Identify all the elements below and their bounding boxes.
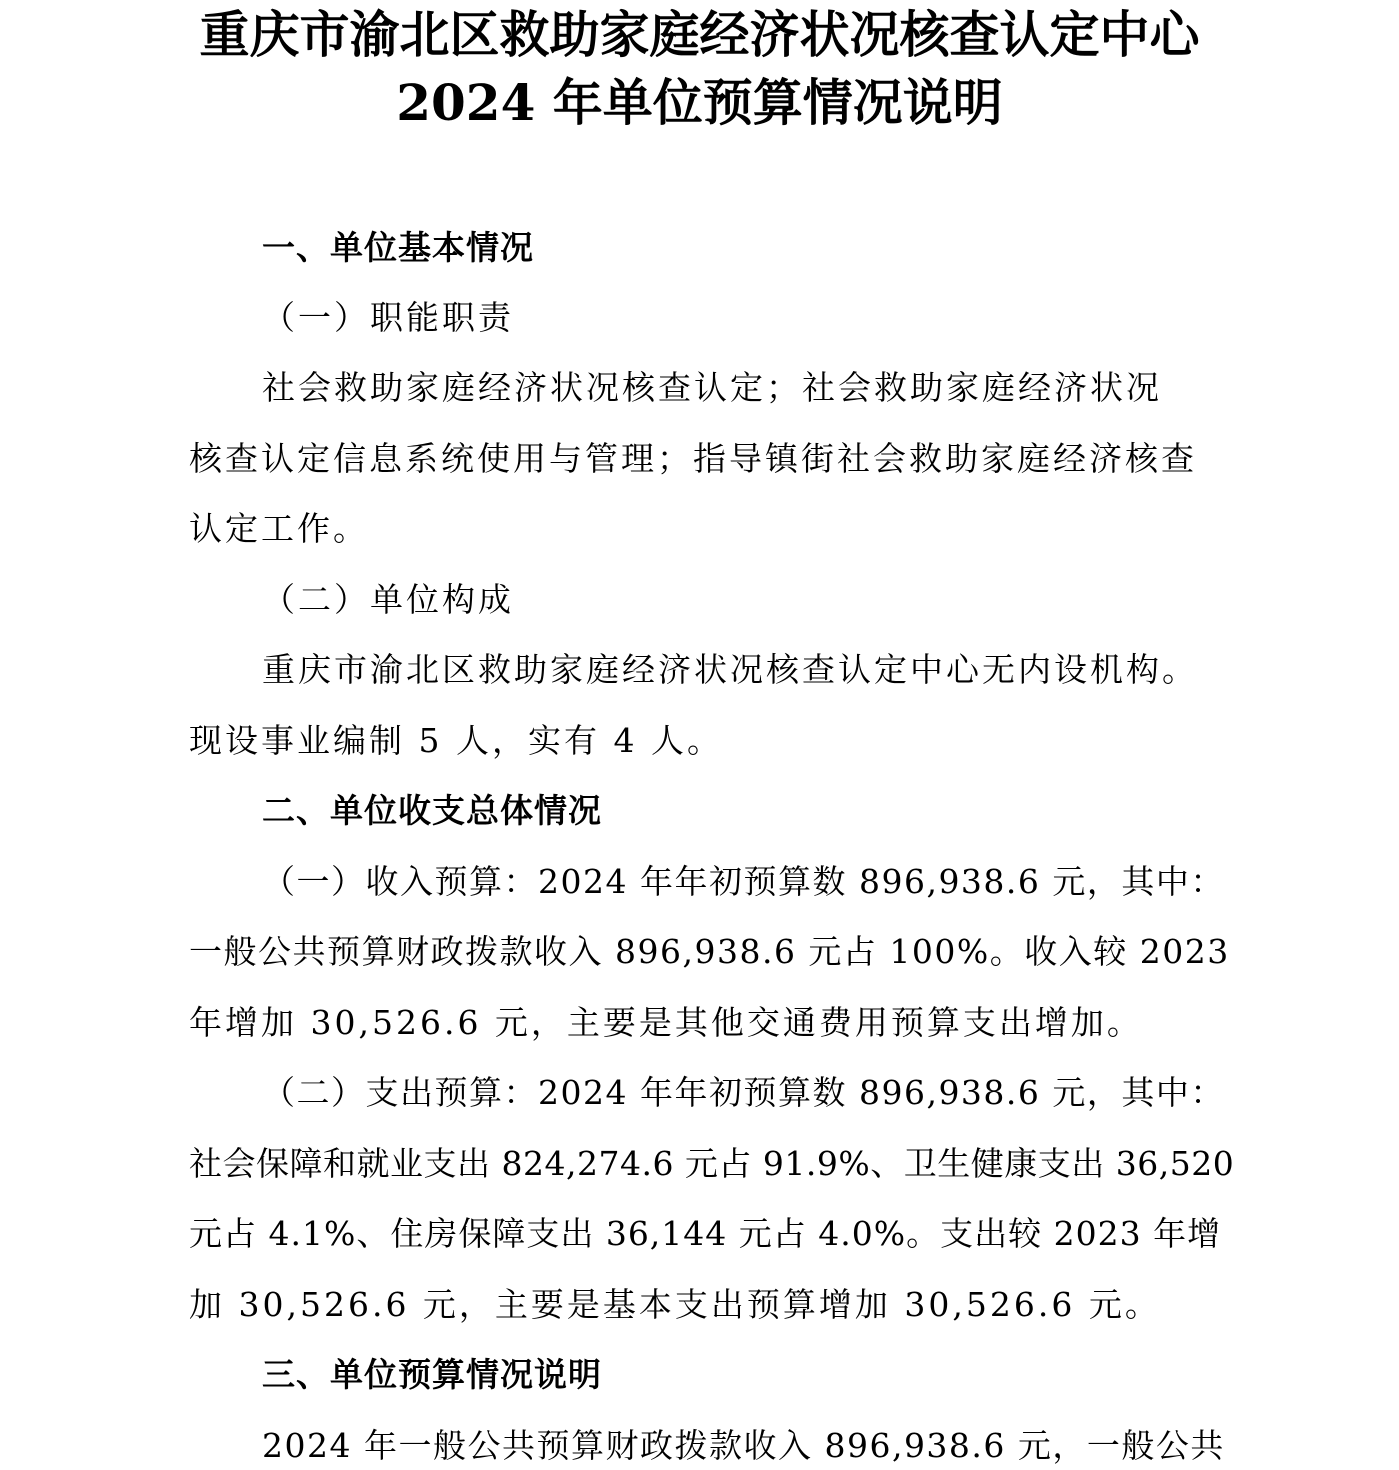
paragraph-line: 社会救助家庭经济状况核查认定；社会救助家庭经济状况 xyxy=(262,368,1162,407)
paragraph-line: 现设事业编制 5 人，实有 4 人。 xyxy=(189,721,723,760)
document-title-line-1: 重庆市渝北区救助家庭经济状况核查认定中心 xyxy=(199,5,1200,64)
subsection-1-1-heading: （一）职能职责 xyxy=(262,298,514,337)
section-1-heading: 一、单位基本情况 xyxy=(262,228,534,267)
paragraph-line: （二）支出预算：2024 年年初预算数 896,938.6 元，其中： xyxy=(262,1073,1225,1112)
paragraph-line: 重庆市渝北区救助家庭经济状况核查认定中心无内设机构。 xyxy=(262,650,1198,689)
section-3-heading: 三、单位预算情况说明 xyxy=(262,1355,602,1394)
paragraph-line: 社会保障和就业支出 824,274.6 元占 91.9%、卫生健康支出 36,520 xyxy=(189,1144,1235,1183)
document-title-line-2: 2024 年单位预算情况说明 xyxy=(396,73,1003,132)
paragraph-line: 年增加 30,526.6 元，主要是其他交通费用预算支出增加。 xyxy=(189,1003,1143,1042)
paragraph-line: 2024 年一般公共预算财政拨款收入 896,938.6 元，一般公共 xyxy=(262,1426,1225,1465)
paragraph-line: 加 30,526.6 元，主要是基本支出预算增加 30,526.6 元。 xyxy=(189,1285,1161,1324)
paragraph-line: 认定工作。 xyxy=(189,509,369,548)
paragraph-line: （一）收入预算：2024 年年初预算数 896,938.6 元，其中： xyxy=(262,862,1225,901)
paragraph-line: 元占 4.1%、住房保障支出 36,144 元占 4.0%。支出较 2023 年增 xyxy=(189,1214,1222,1253)
paragraph-line: 一般公共预算财政拨款收入 896,938.6 元占 100%。收入较 2023 xyxy=(189,932,1230,971)
section-2-heading: 二、单位收支总体情况 xyxy=(262,791,602,830)
subsection-1-2-heading: （二）单位构成 xyxy=(262,580,514,619)
paragraph-line: 核查认定信息系统使用与管理；指导镇街社会救助家庭经济核查 xyxy=(189,439,1197,478)
